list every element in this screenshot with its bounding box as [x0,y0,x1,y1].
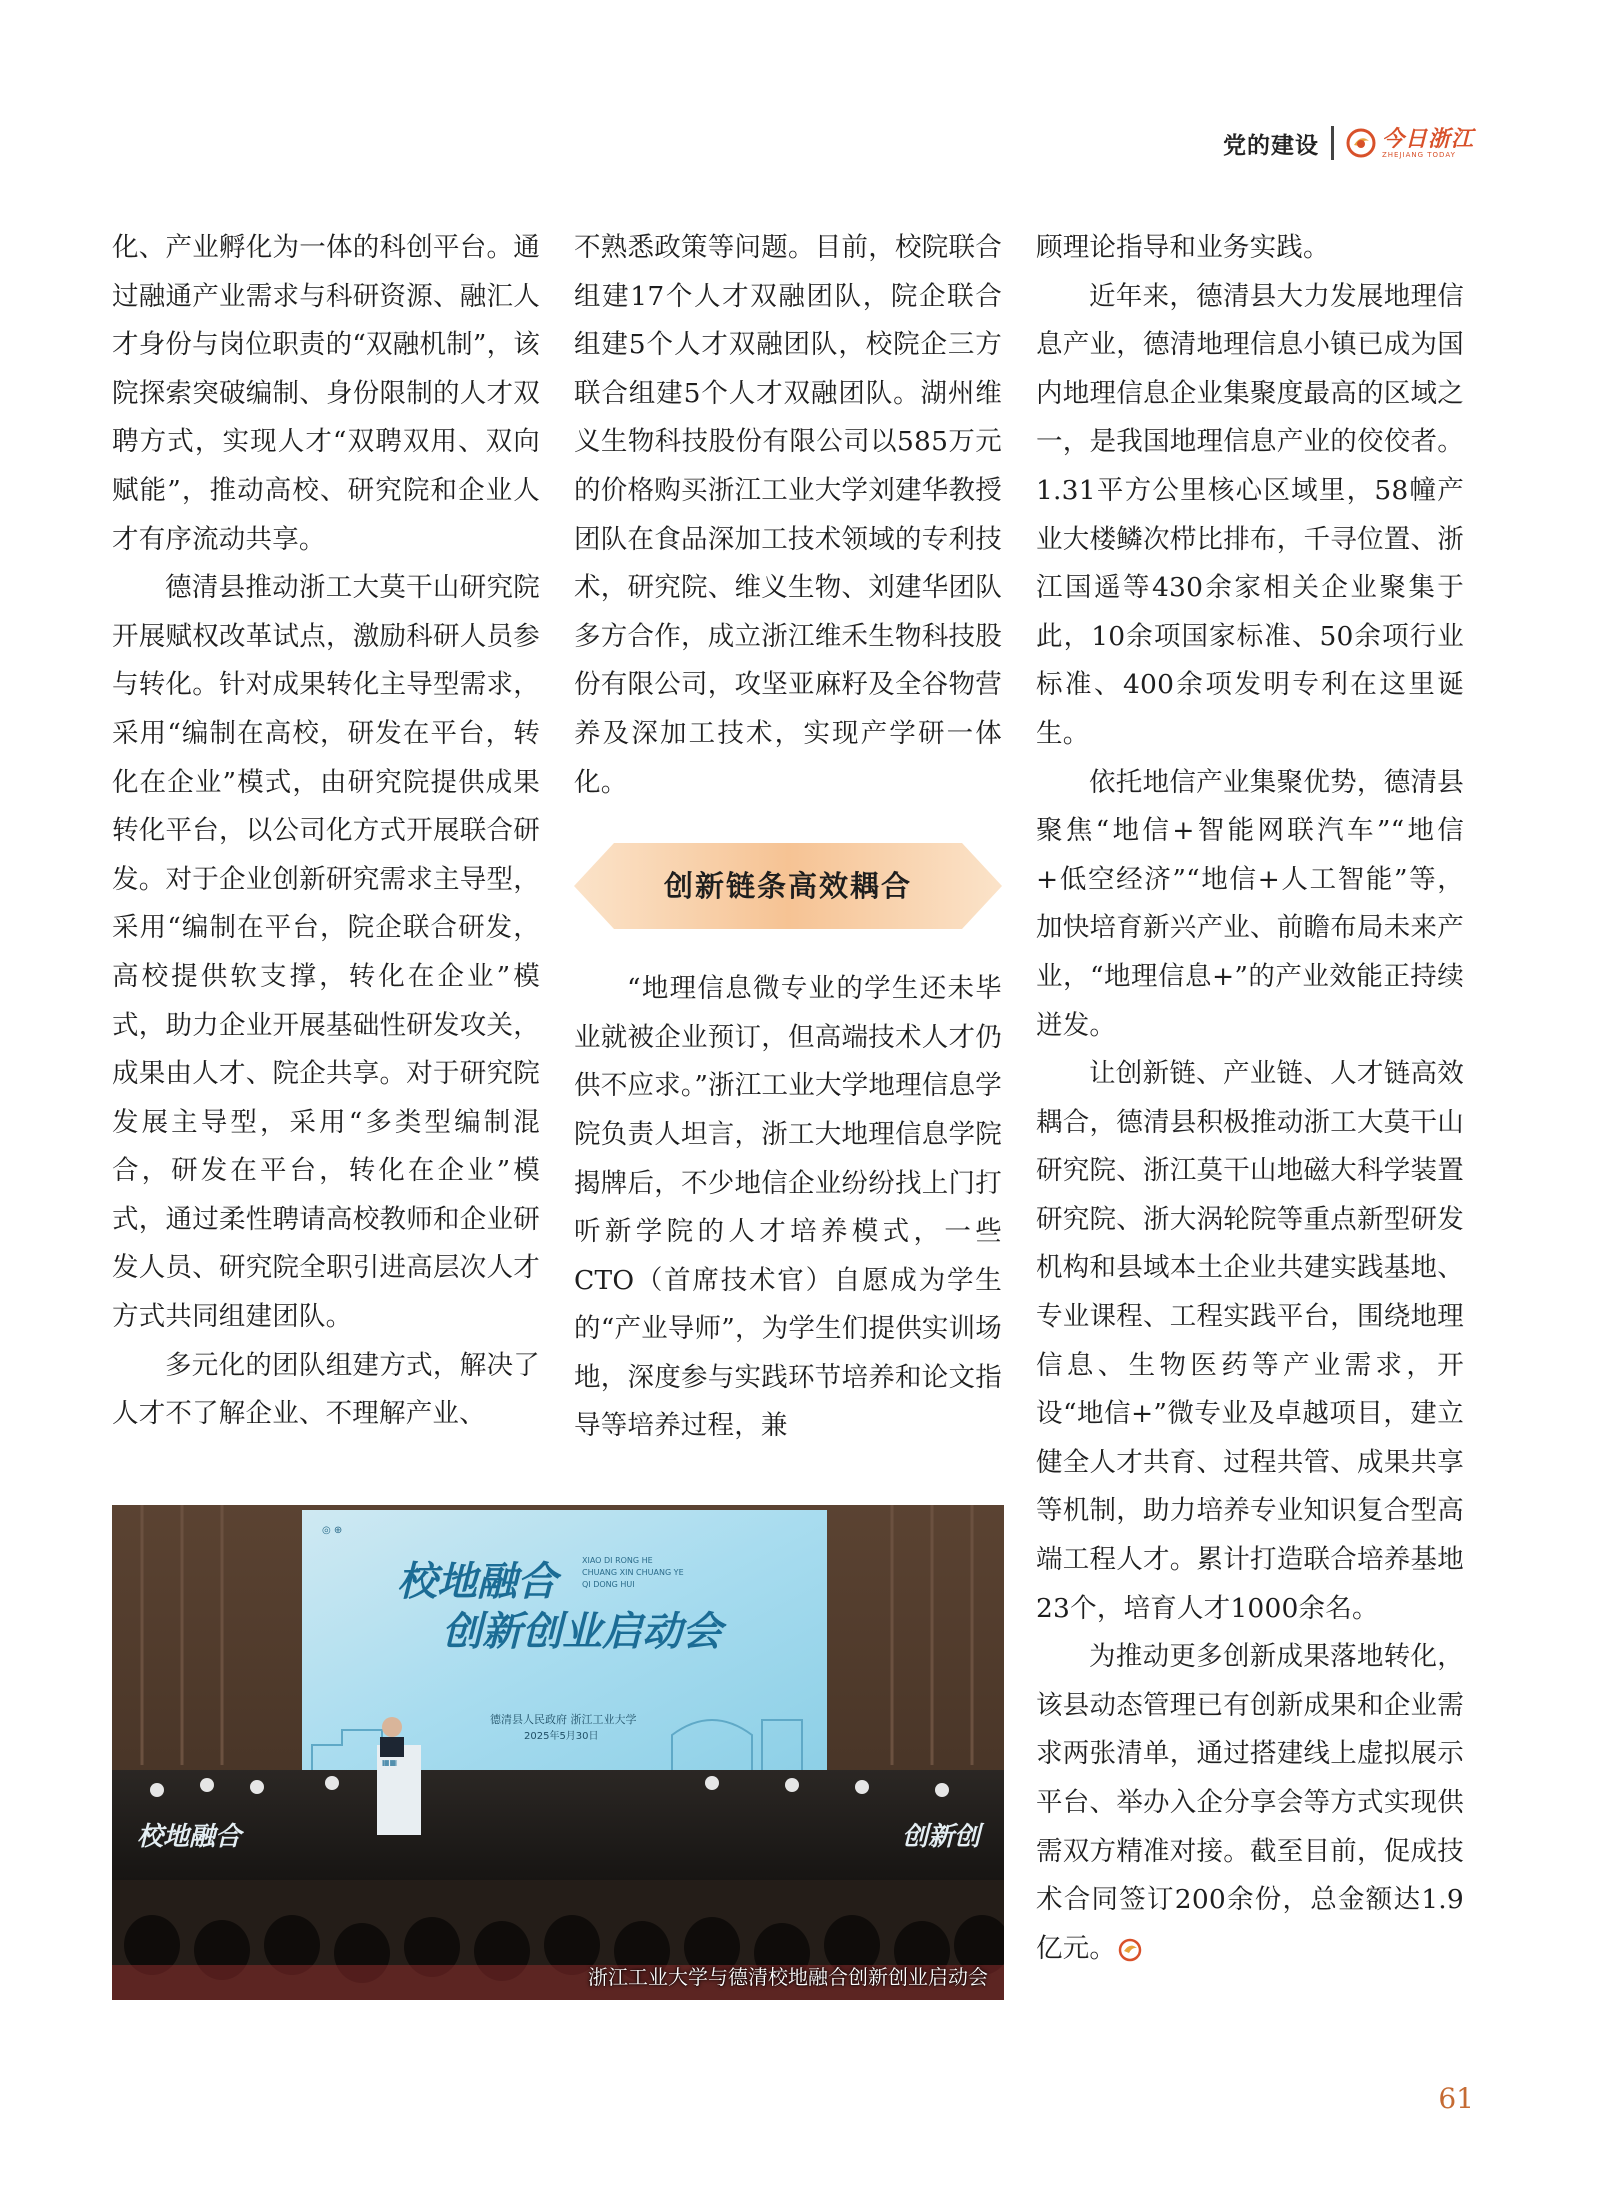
screen-pinyin-3: QI DONG HUI [582,1580,635,1589]
paragraph: 多元化的团队组建方式，解决了人才不了解企业、不理解产业、 [112,1349,540,1430]
page-header [1223,118,1474,168]
event-photo-image [112,1505,1004,2000]
screen-pinyin-2: CHUANG XIN CHUANG YE [582,1568,684,1577]
paragraph: “地理信息微专业的学生还未毕业就被企业预订，但高端技术人才仍供不应求。”浙江工业大学地理信息学院负责人坦言，浙工大地理信息学院揭牌后，不少地信企业纷纷找上门打听新学院的人才培养模式，一些CTO（首席技术官）自愿成为学生的“产业导师”，为学生们提供实训场地，深度参与实践环节培养和论文指导等培养过程，兼 [574,973,1002,1442]
svg-text:◎ ⊕: ◎ ⊕ [322,1525,343,1536]
end-mark-icon [1118,1938,1142,1962]
paragraph: 近年来，德清县大力发展地理信息产业，德清地理信息小镇已成为国内地理信息企业集聚度最高的区域之一，是我国地理信息产业的佼佼者。1.31平方公里核心区域里，58幢产业大楼鳞次栉比排布，千寻位置、浙江国遥等430余家相关企业聚集于此，10余项国家标准、50余项行业标准、400余项发明专利在这里诞生。 [1036,280,1464,749]
brand-name: 今日浙江 [1381,125,1474,152]
banner-left-text: 校地融合 [137,1822,242,1852]
brand-name-en: ZHEJIANG TODAY [1381,150,1456,159]
screen-pinyin-1: XIAO DI RONG HE [582,1556,653,1565]
header-divider [1331,126,1334,160]
section-name: 党的建设 [1222,132,1319,159]
paragraph: 依托地信产业集聚优势，德清县聚焦“地信+智能网联汽车”“地信+低空经济”“地信+人工智能”等，加快培育新兴产业、前瞻布局未来产业，“地理信息+”的产业效能正持续迸发。 [1036,766,1464,1041]
screen-title-2: 创新创业启动会 [442,1609,722,1655]
screen-date: 2025年5月30日 [524,1731,599,1742]
paragraph: 不熟悉政策等问题。目前，校院联合组建17个人才双融团队，院企联合组建5个人才双融团队，校院企三方联合组建5个人才双融团队。湖州维义生物科技股份有限公司以585万元的价格购买浙江工业大学刘建华教授团队在食品深加工技术领域的专利技术，研究院、维义生物、刘建华团队多方合作，成立浙江维禾生物科技股份有限公司，攻坚亚麻籽及全谷物营养及深加工技术，实现产学研一体化。 [574,232,1002,798]
brand-swirl-icon [1346,128,1376,158]
svg-text:▦▦: ▦▦ [382,1758,398,1767]
paragraph: 化、产业孵化为一体的科创平台。通过融通产业需求与科研资源、融汇人才身份与岗位职责的“双融机制”，该院探索突破编制、身份限制的人才双聘方式，实现人才“双聘双用、双向赋能”，推动高校、研究院和企业人才有序流动共享。 [112,232,540,555]
screen-title-1: 校地融合 [397,1559,557,1605]
page-number: 61 [1438,2082,1474,2115]
paragraph: 德清县推动浙工大莫干山研究院开展赋权改革试点，激励科研人员参与转化。针对成果转化主导型需求，采用“编制在高校，研发在平台，转化在企业”模式，由研究院提供成果转化平台，以公司化方式开展联合研发。对于企业创新研究需求主导型，采用“编制在平台，院企联合研发，高校提供软支撑，转化在企业”模式，助力企业开展基础性研发攻关，成果由人才、院企共享。对于研究院发展主导型，采用“多类型编制混合，研发在平台，转化在企业”模式，通过柔性聘请高校教师和企业研发人员、研究院全职引进高层次人才方式共同组建团队。 [112,572,540,1333]
screen-hosts: 德清县人民政府 浙江工业大学 [490,1713,637,1726]
paragraph [1036,1633,1464,1973]
article-column-2 [574,224,1002,1451]
banner-right-text: 创新创 [902,1822,981,1852]
subheading-text: 创新链条高效耦合 [663,868,912,903]
paragraph: 顾理论指导和业务实践。 [1036,232,1330,263]
brand-logo [1346,125,1474,159]
paragraph-text: 为推动更多创新成果落地转化，该县动态管理已有创新成果和企业需求两张清单，通过搭建线上虚拟展示平台、举办入企分享会等方式实现供需双方精准对接。截至目前，促成技术合同签订200余份，总金额达1.9亿元。 [1036,1641,1464,1964]
article-column-3 [1036,224,1464,1973]
event-photo [112,1505,1004,2000]
photo-caption: 浙江工业大学与德清校地融合创新创业启动会 [588,1965,988,1989]
article-column-1 [112,224,540,1439]
section-subheading [574,843,1002,929]
paragraph: 让创新链、产业链、人才链高效耦合，德清县积极推动浙工大莫干山研究院、浙江莫干山地磁大科学装置研究院、浙大涡轮院等重点新型研发机构和县域本土企业共建实践基地、专业课程、工程实践平台，围绕地理信息、生物医药等产业需求，开设“地信+”微专业及卓越项目，建立健全人才共育、过程共管、成果共享等机制，助力培养专业知识复合型高端工程人才。累计打造联合培养基地23个，培育人才1000余名。 [1036,1058,1464,1624]
